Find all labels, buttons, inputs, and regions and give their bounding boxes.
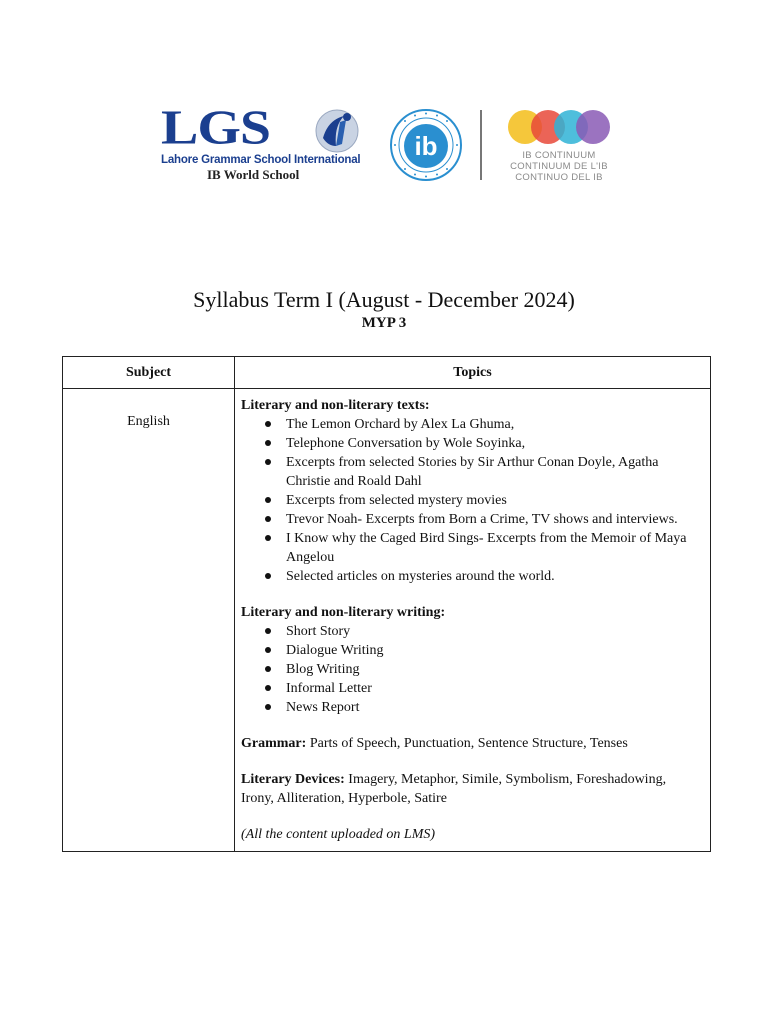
subject-header: Subject <box>63 357 235 389</box>
continuum-line-1: IB CONTINUUM <box>522 150 596 161</box>
school-tagline: IB World School <box>207 167 300 182</box>
ib-continuum-logo <box>504 108 614 184</box>
list-item: Telephone Conversation by Wole Soyinka, <box>241 434 700 453</box>
topics-header: Topics <box>235 357 711 389</box>
lgs-wordmark: LGS <box>161 101 271 155</box>
logo-divider <box>480 110 482 180</box>
lgs-globe-icon <box>314 108 360 154</box>
grammar-line <box>241 734 700 753</box>
syllabus-table <box>62 356 711 852</box>
texts-list <box>241 415 700 586</box>
writing-list <box>241 622 700 717</box>
header-logos <box>0 101 768 184</box>
ib-seal-text: ib <box>414 131 438 161</box>
lgs-logo <box>161 101 366 184</box>
devices-line <box>241 770 700 808</box>
continuum-circles-icon <box>506 108 612 146</box>
list-item: Excerpts from selected mystery movies <box>241 491 700 510</box>
devices-label: Literary Devices: <box>241 772 345 787</box>
list-item: Trevor Noah- Excerpts from Born a Crime, TV shows and interviews. <box>241 510 700 529</box>
list-item: Selected articles on mysteries around the world. <box>241 567 700 586</box>
list-item: I Know why the Caged Bird Sings- Excerpts from the Memoir of Maya Angelou <box>241 529 700 567</box>
list-item: Dialogue Writing <box>241 641 700 660</box>
list-item: News Report <box>241 698 700 717</box>
topics-cell <box>235 389 711 852</box>
school-name: Lahore Grammar School International <box>161 154 361 166</box>
grammar-text: Parts of Speech, Punctuation, Sentence Structure, Tenses <box>306 736 628 751</box>
page-subtitle: MYP 3 <box>361 315 407 331</box>
subject-cell: English <box>63 389 235 852</box>
ib-seal-logo <box>389 108 463 182</box>
list-item: Excerpts from selected Stories by Sir Arthur Conan Doyle, Agatha Christie and Roald Dahl <box>241 453 700 491</box>
lms-note: (All the content uploaded on LMS) <box>241 827 436 842</box>
writing-section-title: Literary and non-literary writing: <box>241 605 446 620</box>
table-header-row <box>63 357 711 389</box>
texts-section-title: Literary and non-literary texts: <box>241 398 430 413</box>
table-row <box>63 389 711 852</box>
continuum-line-2: CONTINUUM DE L'IB <box>510 161 608 172</box>
devices-text: Imagery, Metaphor, Simile, Symbolism, Foreshadowing, Irony, Alliteration, Hyperbole, Satire <box>241 772 667 806</box>
list-item: Informal Letter <box>241 679 700 698</box>
list-item: Blog Writing <box>241 660 700 679</box>
list-item: The Lemon Orchard by Alex La Ghuma, <box>241 415 700 434</box>
list-item: Short Story <box>241 622 700 641</box>
grammar-label: Grammar: <box>241 736 307 751</box>
continuum-line-3: CONTINUO DEL IB <box>515 172 603 183</box>
page-title: Syllabus Term I (August - December 2024) <box>193 287 575 312</box>
